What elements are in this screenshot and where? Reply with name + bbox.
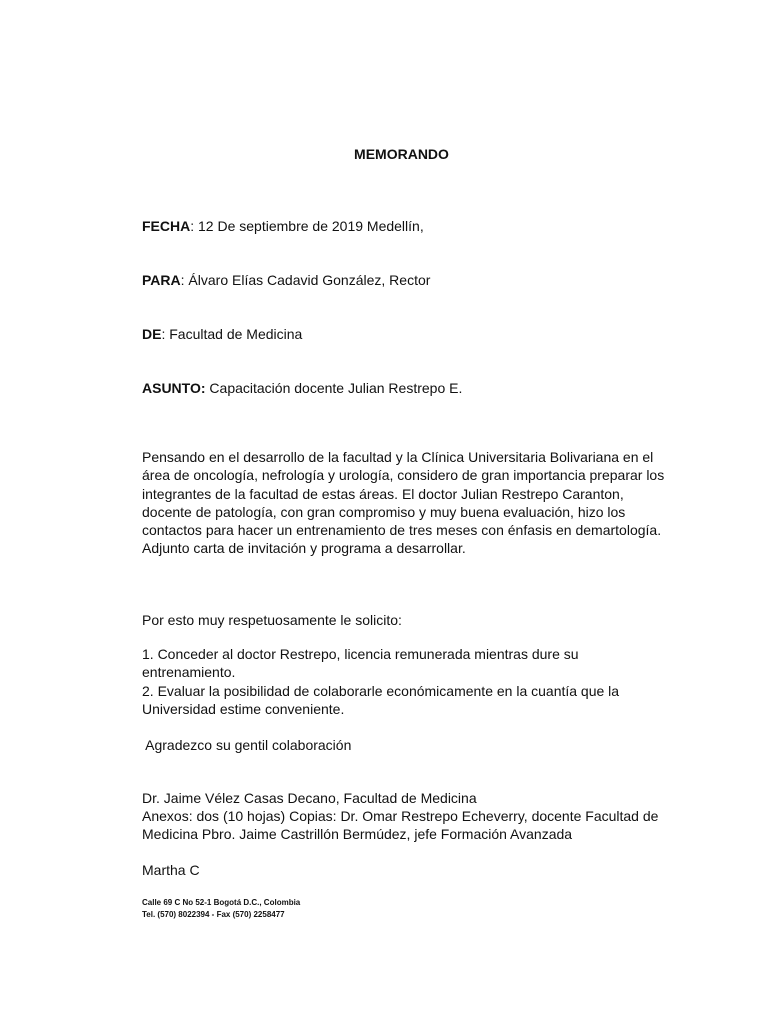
fecha-field bbox=[142, 218, 424, 234]
para-value: : Álvaro Elías Cadavid González, Rector bbox=[180, 272, 431, 288]
signature-line: Dr. Jaime Vélez Casas Decano, Facultad de Medicina bbox=[142, 790, 477, 806]
para-label: PARA bbox=[142, 272, 181, 288]
asunto-value: Capacitación docente Julian Restrepo E. bbox=[205, 380, 463, 396]
memo-title: MEMORANDO bbox=[354, 146, 449, 162]
footer-address: Calle 69 C No 52-1 Bogotá D.C., Colombia bbox=[142, 898, 301, 907]
thanks-line: Agradezco su gentil colaboración bbox=[142, 737, 352, 753]
request-intro: Por esto muy respetuosamente le solicito: bbox=[142, 612, 402, 628]
asunto-label: ASUNTO: bbox=[142, 380, 206, 396]
request-item-2: 2. Evaluar la posibilidad de colaborarle económicamente en la cuantía que la Universidad estime conveniente. bbox=[142, 683, 620, 718]
de-field bbox=[142, 326, 302, 342]
fecha-label: FECHA bbox=[142, 218, 191, 234]
initials-line: Martha C bbox=[142, 862, 200, 878]
body-paragraph: Pensando en el desarrollo de la facultad y la Clínica Universitaria Bolivariana en el área de oncología, nefrología y urología, considero de gran importancia preparar los integrantes de la facultad de estas áreas. El doctor Julian Restrepo Caranton, docente de patología, con gran compromiso y muy buena evaluación, hizo los contactos para hacer un entrenamiento de tres meses con énfasis en demartología. Adjunto carta de invitación y programa a desarrollar. bbox=[142, 449, 665, 557]
footer-phone: Tel. (570) 8022394 - Fax (570) 2258477 bbox=[142, 910, 285, 919]
annexes-copies: Anexos: dos (10 hojas) Copias: Dr. Omar Restrepo Echeverry, docente Facultad de Medicina Pbro. Jaime Castrillón Bermúdez, jefe Formación Avanzada bbox=[142, 808, 659, 843]
request-item-1: 1. Conceder al doctor Restrepo, licencia remunerada mientras dure su entrenamiento. bbox=[142, 646, 579, 681]
de-value: : Facultad de Medicina bbox=[161, 326, 303, 342]
fecha-value: : 12 De septiembre de 2019 Medellín, bbox=[190, 218, 424, 234]
asunto-field bbox=[142, 380, 462, 396]
de-label: DE bbox=[142, 326, 162, 342]
para-field bbox=[142, 272, 430, 288]
